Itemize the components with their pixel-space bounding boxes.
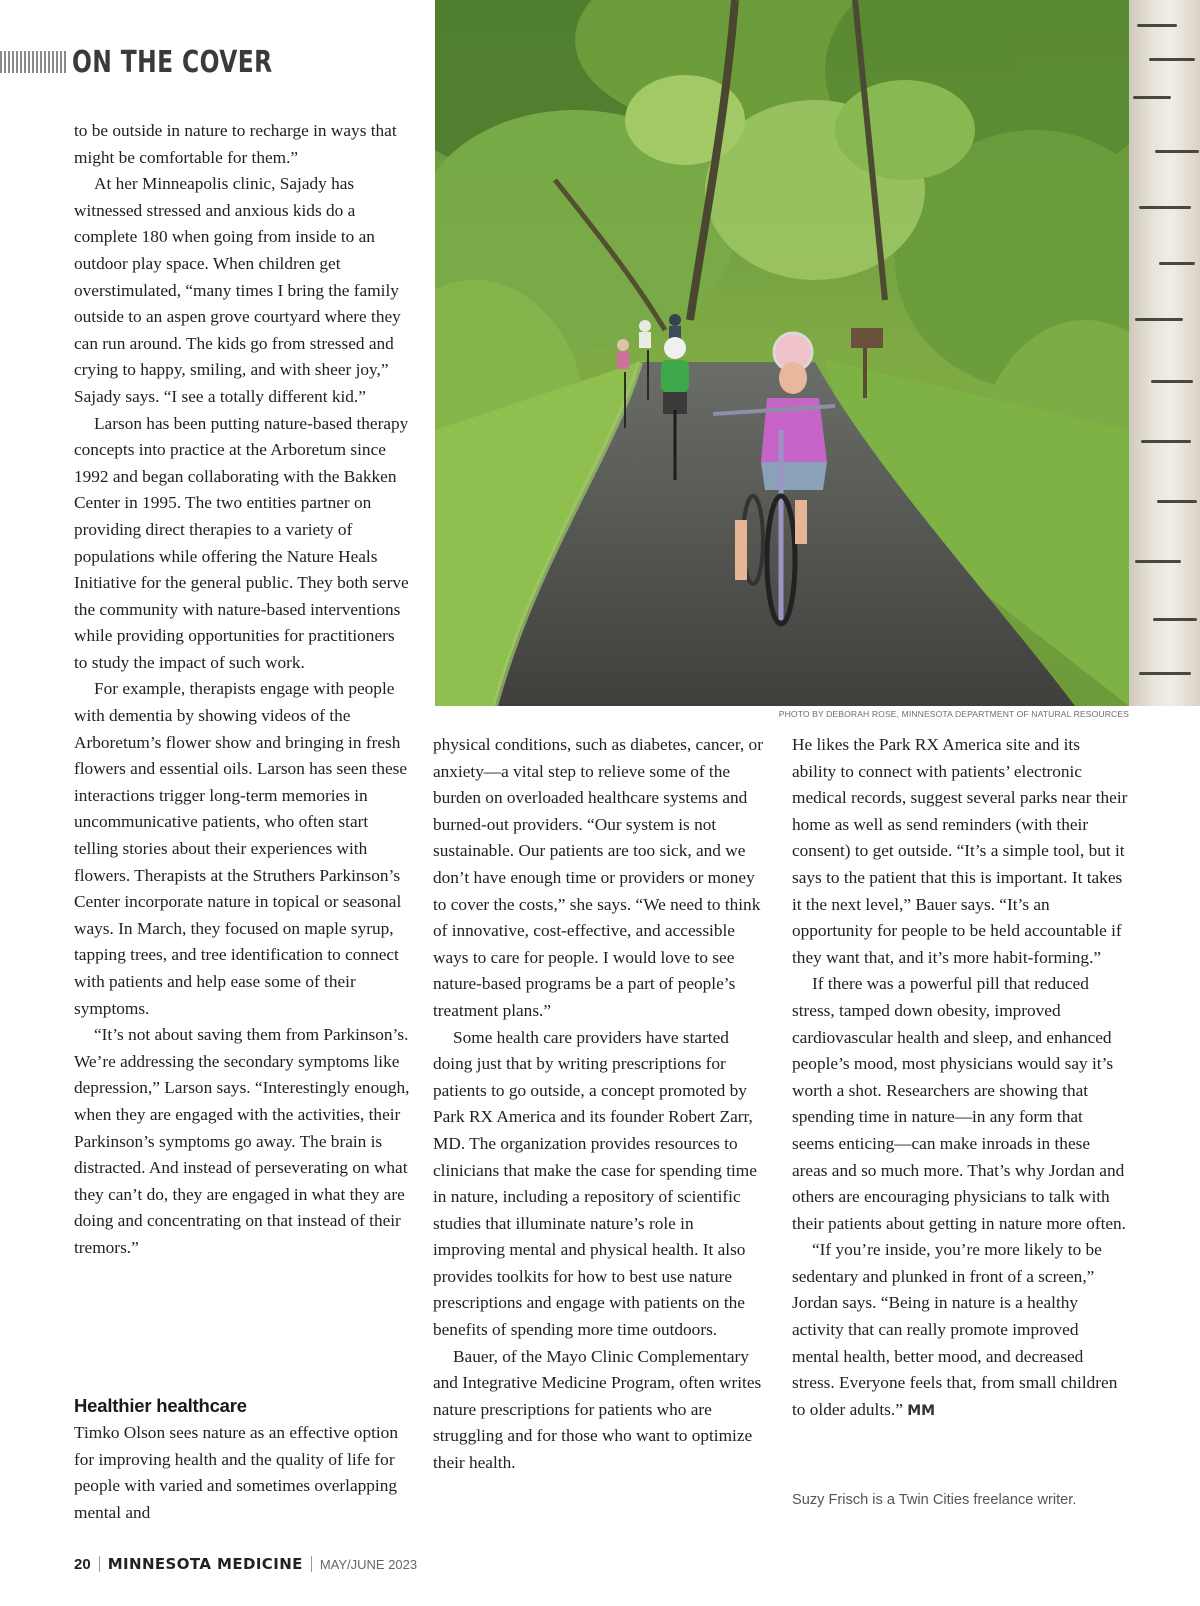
footer-divider	[99, 1556, 100, 1572]
article-column-2	[433, 732, 769, 1477]
page-footer	[74, 1555, 417, 1573]
paragraph: physical conditions, such as diabetes, cancer, or anxiety—a vital step to relieve some of the burden on overloaded healthcare systems and burned-out providers. “Our system is not sustainable. Our patients are too sick, and we don’t have enough time or providers or money to cover the costs,” she says. “We need to think of innovative, cost-effective, and accessible ways to care for people. I would love to see nature-based programs be a part of people’s treatment plans.”	[433, 735, 763, 1020]
article-column-1	[74, 118, 410, 1262]
paragraph: Timko Olson sees nature as an effective option for improving health and the quality of life for people with varied and sometimes overlapping mental and	[74, 1423, 398, 1522]
birch-bark-strip	[1129, 0, 1200, 706]
section-header	[0, 42, 329, 82]
author-bio: Suzy Frisch is a Twin Cities freelance writer.	[792, 1492, 1077, 1508]
paragraph: Bauer, of the Mayo Clinic Complementary and Integrative Medicine Program, often writes nature prescriptions for patients who are struggling and for those who want to optimize their health.	[433, 1346, 762, 1473]
photo-credit: PHOTO BY DEBORAH ROSE, MINNESOTA DEPARTMENT OF NATURAL RESOURCES	[778, 709, 1129, 719]
end-mark: MM	[907, 1402, 936, 1419]
article-column-3	[792, 732, 1128, 1424]
subhead: Healthier healthcare	[74, 1395, 247, 1416]
footer-divider	[311, 1556, 312, 1572]
paragraph: to be outside in nature to recharge in ways that might be comfortable for them.”	[74, 121, 397, 167]
final-paragraph-text: “If you’re inside, you’re more likely to be sedentary and plunked in front of a screen,” Jordan says. “Being in nature is a healthy activity that can really promote improved mental health, better mood, and decreased stress. Everyone feels that, from small children to older adults.”	[792, 1240, 1118, 1419]
issue-date: MAY/JUNE 2023	[319, 1556, 418, 1572]
paragraph: At her Minneapolis clinic, Sajady has witnessed stressed and anxious kids do a complete 180 when going from inside to an outdoor play space. When children get overstimulated, “many times I bring the family outside to an aspen grove courtyard where they can run around. The kids go from stressed and crying to happy, smiling, and with sheer joy,” Sajady says. “I see a totally different kid.”	[74, 174, 401, 406]
paragraph: Larson has been putting nature-based therapy concepts into practice at the Arboretum since 1992 and began collaborating with the Bakken Center in 1995. The two entities partner on providing direct therapies to a variety of populations while offering the Nature Heals Initiative for the general public. They both serve the community with nature-based interventions while providing opportunities for practitioners to study the impact of such work.	[74, 413, 409, 672]
paragraph-final	[792, 1237, 1128, 1424]
magazine-name: MINNESOTA MEDICINE	[107, 1555, 303, 1573]
page-number: 20	[74, 1555, 91, 1573]
paragraph: If there was a powerful pill that reduced stress, tamped down obesity, improved cardiovascular health and sleep, and enhanced people’s mood, most physicians would say it’s worth a shot. Researchers are showing that spending time in nature—in any form that seems enticing—can make inroads in these areas and so much more. That’s why Jordan and others are encouraging physicians to talk with their patients about getting in nature more often.	[792, 974, 1127, 1233]
section-title: ON THE COVER	[72, 44, 273, 80]
photo-children-cycling-on-wooded-trail-icon	[435, 0, 1129, 706]
paragraph: He likes the Park RX America site and its ability to connect with patients’ electronic medical records, suggest several parks near their home as well as send reminders (with their consent) to get outside. “It’s a simple tool, but it says to the patient that this is important. It takes it the next level,” Bauer says. “It’s an opportunity for people to be held accountable if they want that, and it’s more habit-forming.”	[792, 735, 1128, 967]
cover-photo	[435, 0, 1129, 706]
paragraph: Some health care providers have started doing just that by writing prescriptions for patients to go outside, a concept promoted by Park RX America and its founder Robert Zarr, MD. The organization provides resources to clinicians that make the case for spending time in nature, including a repository of scientific studies that illuminate nature’s role in improving mental and physical health. It also provides toolkits for how to best use nature prescriptions and engage with patients on the benefits of spending more time outdoors.	[433, 1027, 757, 1340]
header-halftone-bar	[0, 51, 66, 73]
paragraph: For example, therapists engage with people with dementia by showing videos of the Arboretum’s flower show and bringing in fresh flowers and essential oils. Larson has seen these interactions trigger long-term memories in uncommunicative patients, who often start telling stories about their experiences with flowers. Therapists at the Struthers Parkinson’s Center incorporate nature in topical or seasonal ways. In March, they focused on maple syrup, tapping trees, and tree identification to connect with patients and help ease some of their symptoms.	[74, 679, 408, 1018]
paragraph: “It’s not about saving them from Parkinson’s. We’re addressing the secondary symptoms like depression,” Larson says. “Interestingly enough, when they are engaged with the activities, their Parkinson’s symptoms go away. The brain is distracted. And instead of perseverating on what they can’t do, they are engaged in what they are doing and concentrating on that instead of their tremors.”	[74, 1025, 410, 1257]
article-column-1-bottom	[74, 1420, 410, 1526]
